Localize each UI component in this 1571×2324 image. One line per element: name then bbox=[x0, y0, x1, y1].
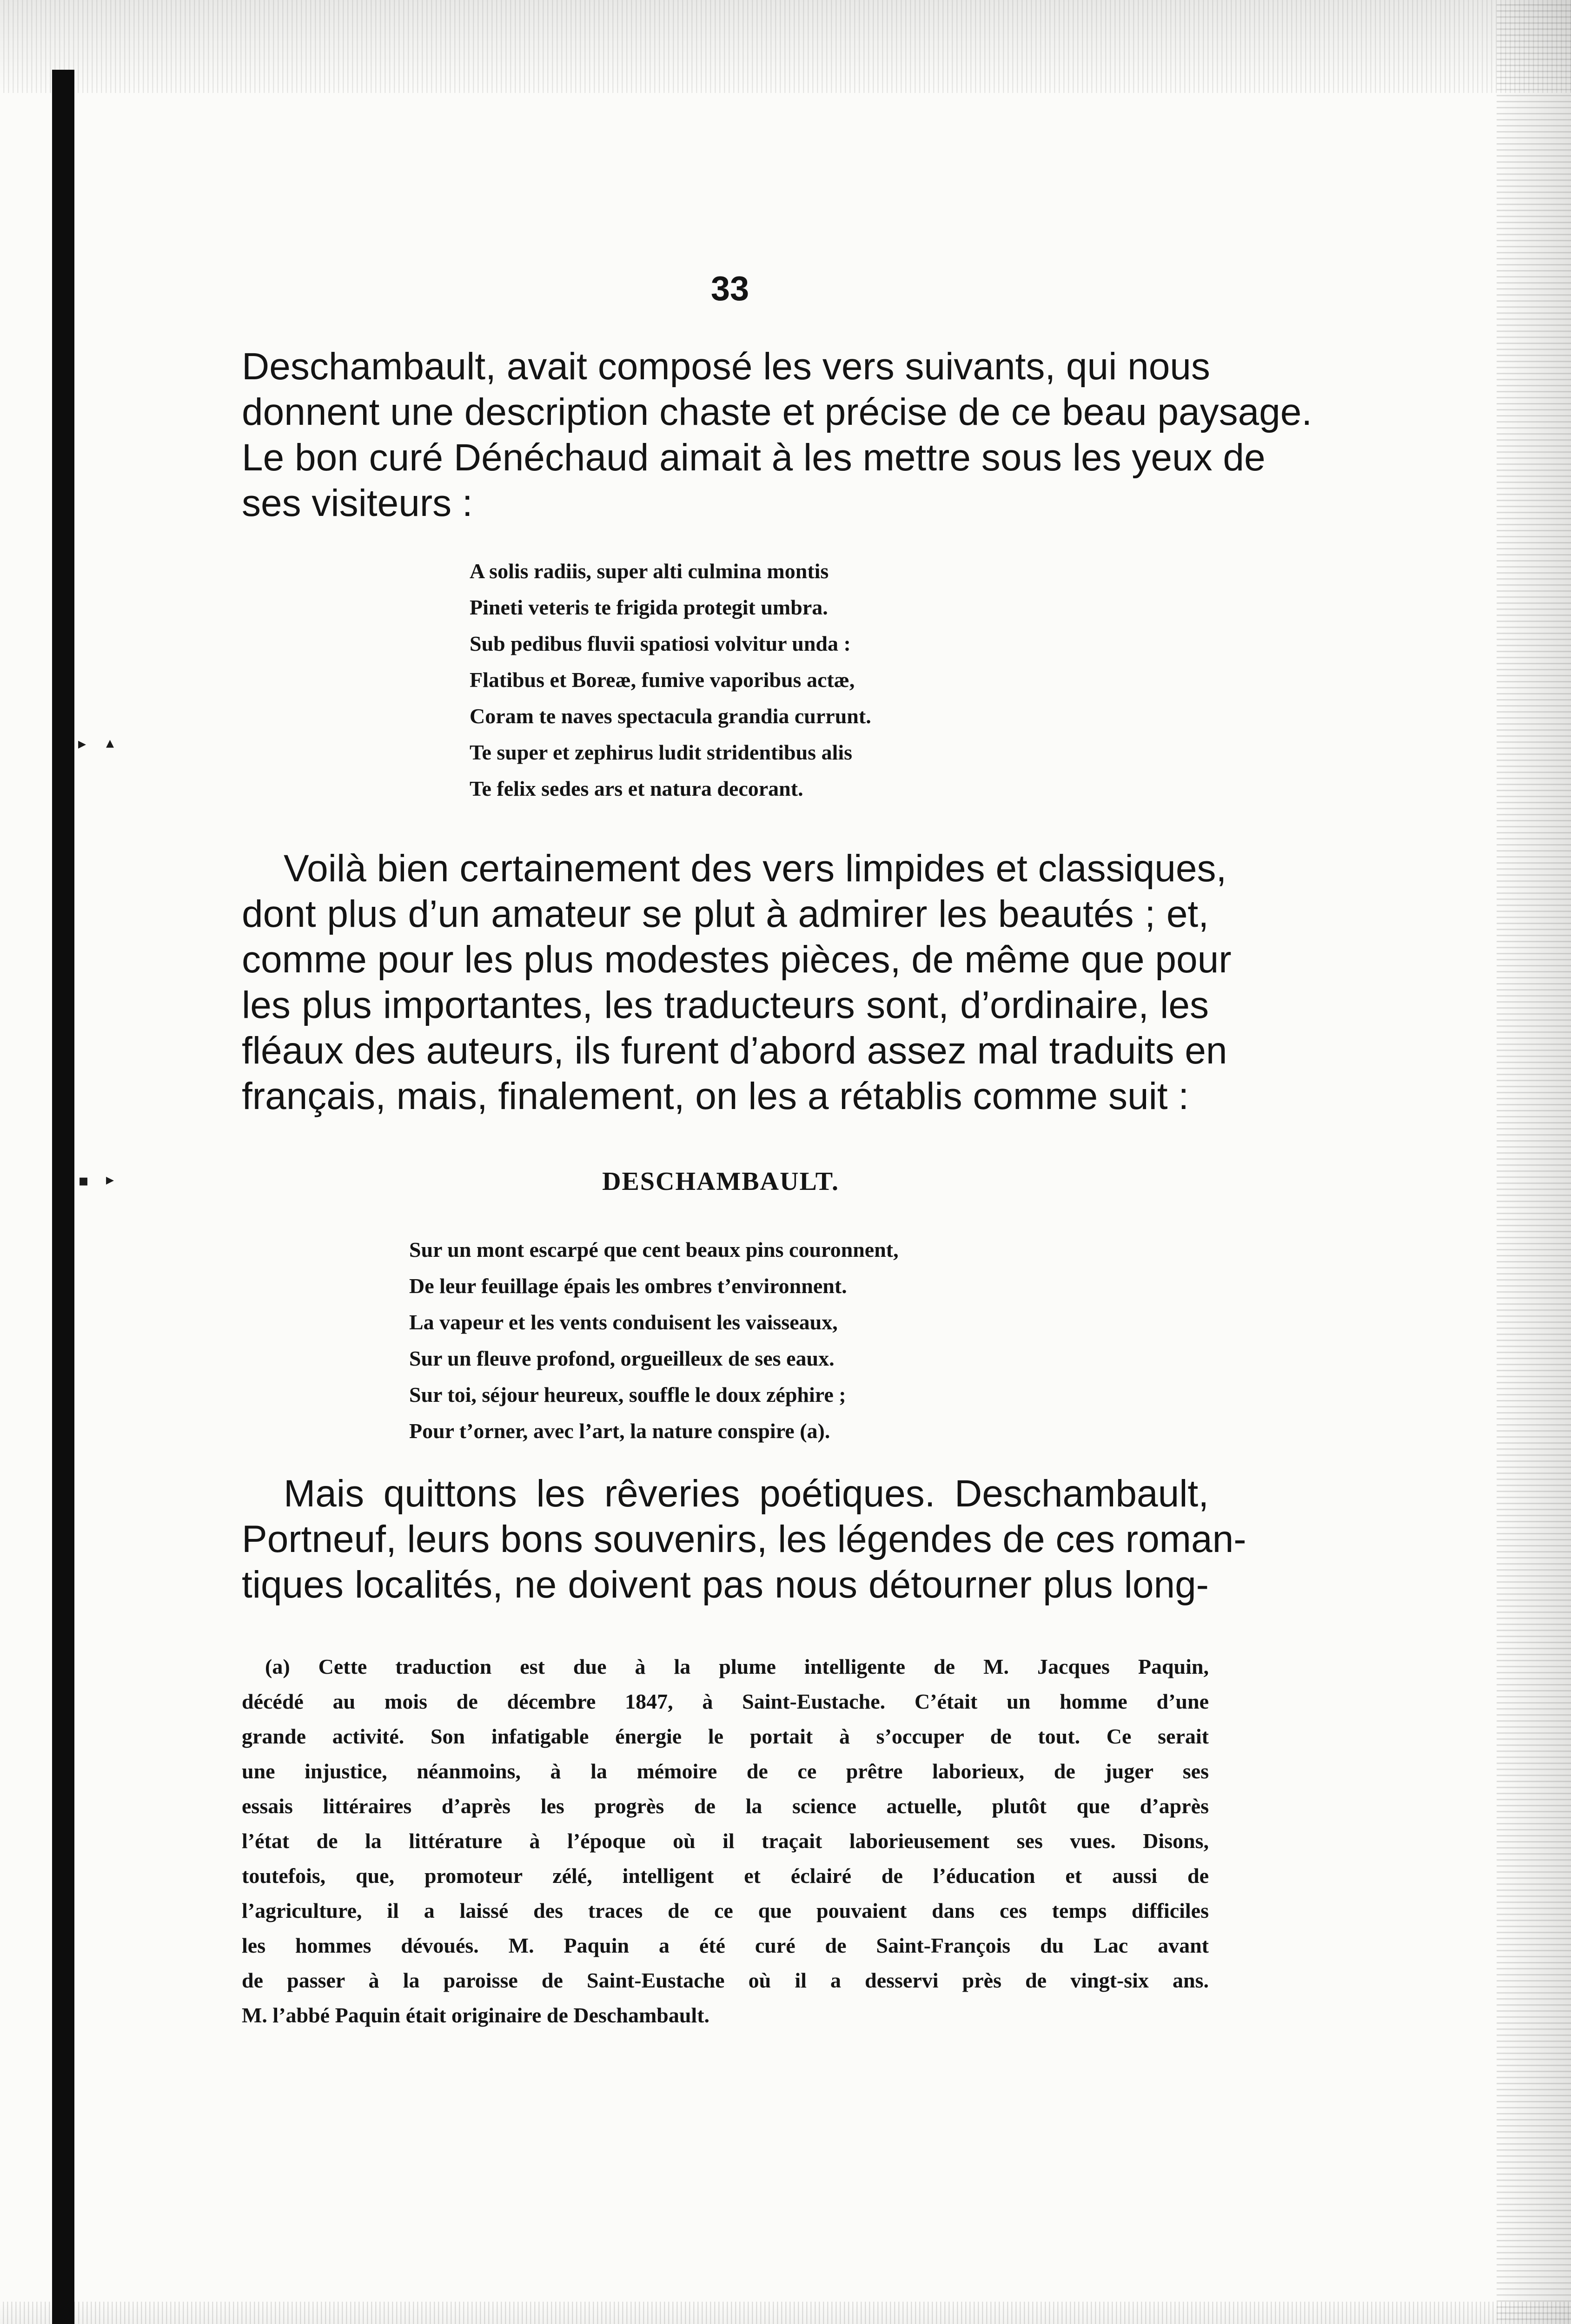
text-line: Portneuf, leurs bons souvenirs, les légendes de ces roman- bbox=[242, 1518, 1246, 1560]
page-number: 33 bbox=[710, 269, 749, 308]
text-line: donnent une description chaste et précise de ce beau paysage. bbox=[242, 391, 1312, 433]
footnote-line: une injustice, néanmoins, à la mémoire de ce prêtre laborieux, de juger ses bbox=[242, 1759, 1209, 1783]
footnote-line: l’état de la littérature à l’époque où il traçait laborieusement ses vues. Disons, bbox=[242, 1829, 1209, 1853]
footnote-line: (a) Cette traduction est due à la plume intelligente de M. Jacques Paquin, bbox=[265, 1655, 1209, 1678]
text-line: fléaux des auteurs, ils furent d’abord assez mal traduits en bbox=[242, 1030, 1227, 1072]
verse-line: Pineti veteris te frigida protegit umbra. bbox=[470, 595, 828, 619]
paragraph-continuation bbox=[242, 1471, 1246, 1608]
footnote-line: essais littéraires d’après les progrès de la science actuelle, plutôt que d’après bbox=[242, 1794, 1209, 1818]
verse-line: A solis radiis, super alti culmina montis bbox=[470, 559, 829, 583]
text-line: dont plus d’un amateur se plut à admirer les beautés ; et, bbox=[242, 893, 1209, 935]
verse-line: Pour t’orner, avec l’art, la nature conspire (a). bbox=[409, 1419, 830, 1443]
margin-speck: ▴ bbox=[106, 733, 114, 752]
scan-edge-right bbox=[1497, 0, 1571, 2324]
text-line: les plus importantes, les traducteurs sont, d’ordinaire, les bbox=[242, 984, 1209, 1026]
text-line: Mais quittons les rêveries poétiques. Deschambault, bbox=[284, 1472, 1209, 1515]
verse-line: Te felix sedes ars et natura decorant. bbox=[470, 777, 803, 800]
footnote-line: de passer à la paroisse de Saint-Eustache où il a desservi près de vingt-six ans. bbox=[242, 1968, 1209, 1992]
text-line: comme pour les plus modestes pièces, de même que pour bbox=[242, 938, 1232, 981]
text-line: tiques localités, ne doivent pas nous détourner plus long- bbox=[242, 1564, 1209, 1606]
french-verse bbox=[409, 1232, 899, 1449]
footnote-line: les hommes dévoués. M. Paquin a été curé de Saint-François du Lac avant bbox=[242, 1934, 1209, 1957]
footnote-line: grande activité. Son infatigable énergie le portait à s’occuper de tout. Ce serait bbox=[242, 1724, 1209, 1748]
text-line: français, mais, finalement, on les a rétablis comme suit : bbox=[242, 1075, 1189, 1117]
footnote-line: l’agriculture, il a laissé des traces de ce que pouvaient dans ces temps difficiles bbox=[242, 1899, 1209, 1922]
binding-strip bbox=[52, 70, 74, 2324]
margin-speck: ▪ bbox=[78, 1171, 89, 1190]
margin-speck: ▸ bbox=[78, 734, 86, 753]
verse-line: De leur feuillage épais les ombres t’environnent. bbox=[409, 1274, 847, 1298]
footnote-line: toutefois, que, promoteur zélé, intelligent et éclairé de l’éducation et aussi de bbox=[242, 1864, 1209, 1888]
margin-speck: ▸ bbox=[106, 1170, 114, 1189]
text-line: Deschambault, avait composé les vers suivants, qui nous bbox=[242, 345, 1210, 388]
verse-line: Flatibus et Boreæ, fumive vaporibus actæ, bbox=[470, 668, 855, 692]
verse-line: Sur un mont escarpé que cent beaux pins couronnent, bbox=[409, 1238, 899, 1261]
verse-line: Sur toi, séjour heureux, souffle le doux zéphire ; bbox=[409, 1383, 846, 1406]
verse-line: Coram te naves spectacula grandia currunt. bbox=[470, 704, 871, 728]
verse-line: Te super et zephirus ludit stridentibus alis bbox=[470, 740, 853, 764]
verse-line: La vapeur et les vents conduisent les vaisseaux, bbox=[409, 1310, 838, 1334]
verse-line: Sub pedibus fluvii spatiosi volvitur unda : bbox=[470, 632, 851, 655]
footnote-line: décédé au mois de décembre 1847, à Saint-Eustache. C’était un homme d’une bbox=[242, 1690, 1209, 1713]
latin-verse bbox=[470, 553, 871, 807]
scan-edge-bottom bbox=[0, 2302, 1571, 2324]
poem-heading: DESCHAMBAULT. bbox=[602, 1167, 839, 1196]
paragraph-translations bbox=[242, 846, 1232, 1119]
paragraph-intro bbox=[242, 344, 1312, 526]
text-line: Le bon curé Dénéchaud aimait à les mettre sous les yeux de bbox=[242, 436, 1266, 479]
footnote-line: M. l’abbé Paquin était originaire de Deschambault. bbox=[242, 2003, 710, 2027]
text-line: ses visiteurs : bbox=[242, 482, 473, 524]
scan-edge-top bbox=[0, 0, 1571, 93]
footnote bbox=[242, 1649, 1209, 2033]
verse-line: Sur un fleuve profond, orgueilleux de ses eaux. bbox=[409, 1347, 835, 1370]
text-line: Voilà bien certainement des vers limpides et classiques, bbox=[284, 847, 1227, 890]
